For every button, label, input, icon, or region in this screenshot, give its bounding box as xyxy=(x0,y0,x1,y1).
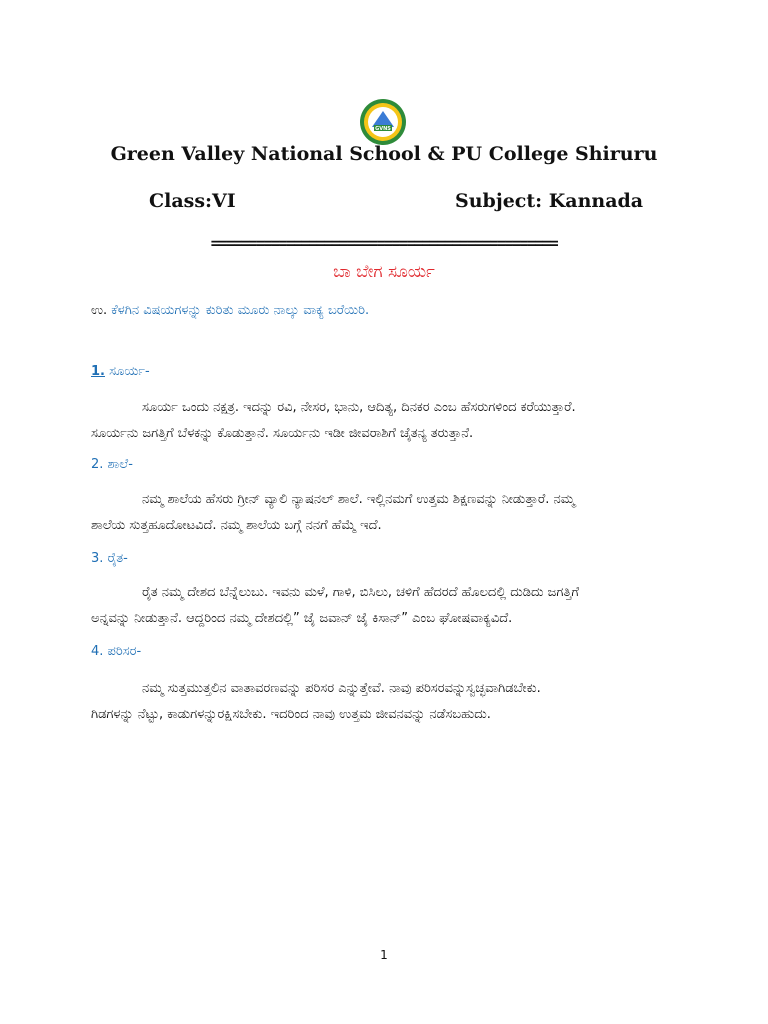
section-number: 3. xyxy=(91,551,104,566)
paragraph-line: ಸೂರ್ಯ ಒಂದು ನಕ್ಷತ್ರ. ಇದನ್ನು ರವಿ, ನೇಸರ, ಭಾನು, ಆದಿತ್ಯ, ದಿನಕರ ಎಂಬ ಹೆಸರುಗಳಿಂದ ಕರೆಯುತ್ತಾರೆ. xyxy=(142,400,576,415)
section-title: ರೈತ- xyxy=(103,551,128,566)
paragraph-line: ಸೂರ್ಯನು ಜಗತ್ತಿಗೆ ಬೆಳಕನ್ನು ಕೊಡುತ್ತಾನೆ. ಸೂರ್ಯನು ಇಡೀ ಜೀವರಾಶಿಗೆ ಚೈತನ್ಯ ತರುತ್ತಾನೆ. xyxy=(91,426,474,441)
section-title: ಶಾಲೆ- xyxy=(103,457,133,472)
lesson-title: ಬಾ ಬೇಗ ಸೂರ್ಯ xyxy=(333,262,435,282)
svg-text:GVNS: GVNS xyxy=(375,126,391,132)
school-logo-icon xyxy=(358,97,408,147)
subject-label: Subject: Kannada xyxy=(455,190,644,212)
section-number: 4. xyxy=(91,644,104,659)
question-instruction xyxy=(91,303,369,318)
paragraph-line: ಅನ್ನವನ್ನು ನೀಡುತ್ತಾನೆ. ಆದ್ದರಿಂದ ನಮ್ಮ ದೇಶದಲ್ಲಿ” ಜೈ ಜವಾನ್ ಜೈ ಕಿಸಾನ್” ಎಂಬ ಘೋಷವಾಕ್ಯವಿದೆ. xyxy=(91,611,513,626)
question-prefix: ಉ. xyxy=(91,303,108,318)
school-name: Green Valley National School & PU College Shiruru xyxy=(110,143,658,165)
section-paragraph xyxy=(91,676,681,728)
paragraph-line: ನಮ್ಮ ಶಾಲೆಯ ಹೆಸರು ಗ್ರೀನ್ ವ್ಯಾಲಿ ನ್ಯಾಷನಲ್ ಶಾಲೆ. ಇಲ್ಲಿನಮಗೆ ಉತ್ತಮ ಶಿಕ್ಷಣವನ್ನು ನೀಡುತ್ತಾರೆ. ನಮ್ಮ xyxy=(142,492,575,507)
section-paragraph xyxy=(91,580,681,632)
question-text: ಕೆಳಗಿನ ವಿಷಯಗಳನ್ನು ಕುರಿತು ಮೂರು ನಾಲ್ಕು ವಾಕ್ಯ ಬರೆಯಿರಿ. xyxy=(107,303,370,318)
section-title: ಪರಿಸರ- xyxy=(103,644,142,659)
paragraph-line: ರೈತ ನಮ್ಮ ದೇಶದ ಬೆನ್ನೆಲುಬು. ಇವನು ಮಳೆ, ಗಾಳಿ, ಬಿಸಿಲು, ಚಳಿಗೆ ಹೆದರದೆ ಹೊಲದಲ್ಲಿ ದುಡಿದು ಜಗತ್ತಿಗೆ xyxy=(142,585,579,600)
separator-line: ============================================== xyxy=(210,234,558,252)
paragraph-line: ಶಾಲೆಯ ಸುತ್ತಹೂದೋಟವಿದೆ. ನಮ್ಮ ಶಾಲೆಯ ಬಗ್ಗೆ ನನಗೆ ಹೆಮ್ಮೆ ಇದೆ. xyxy=(91,518,382,533)
class-label: Class:VI xyxy=(149,190,236,212)
section-heading xyxy=(91,364,150,379)
section-heading xyxy=(91,644,141,659)
section-title: ಸೂರ್ಯ- xyxy=(104,364,150,379)
paragraph-line: ನಮ್ಮ ಸುತ್ತಮುತ್ತಲಿನ ವಾತಾವರಣವನ್ನು ಪರಿಸರ ಎನ್ನುತ್ತೇವೆ. ನಾವು ಪರಿಸರವನ್ನುಸ್ವಚ್ಛವಾಗಿಡಬೇಕು. xyxy=(142,681,541,696)
section-paragraph xyxy=(91,395,681,447)
page-number: 1 xyxy=(380,948,388,962)
section-heading xyxy=(91,457,133,472)
section-heading xyxy=(91,551,128,566)
section-number: 2. xyxy=(91,457,104,472)
paragraph-line: ಗಿಡಗಳನ್ನು ನೆಟ್ಟು, ಕಾಡುಗಳನ್ನುರಕ್ಷಿಸಬೇಕು. ಇದರಿಂದ ನಾವು ಉತ್ತಮ ಜೀವನವನ್ನು ನಡೆಸಬಹುದು. xyxy=(91,707,491,722)
section-number: 1. xyxy=(91,364,105,379)
section-paragraph xyxy=(91,487,681,539)
